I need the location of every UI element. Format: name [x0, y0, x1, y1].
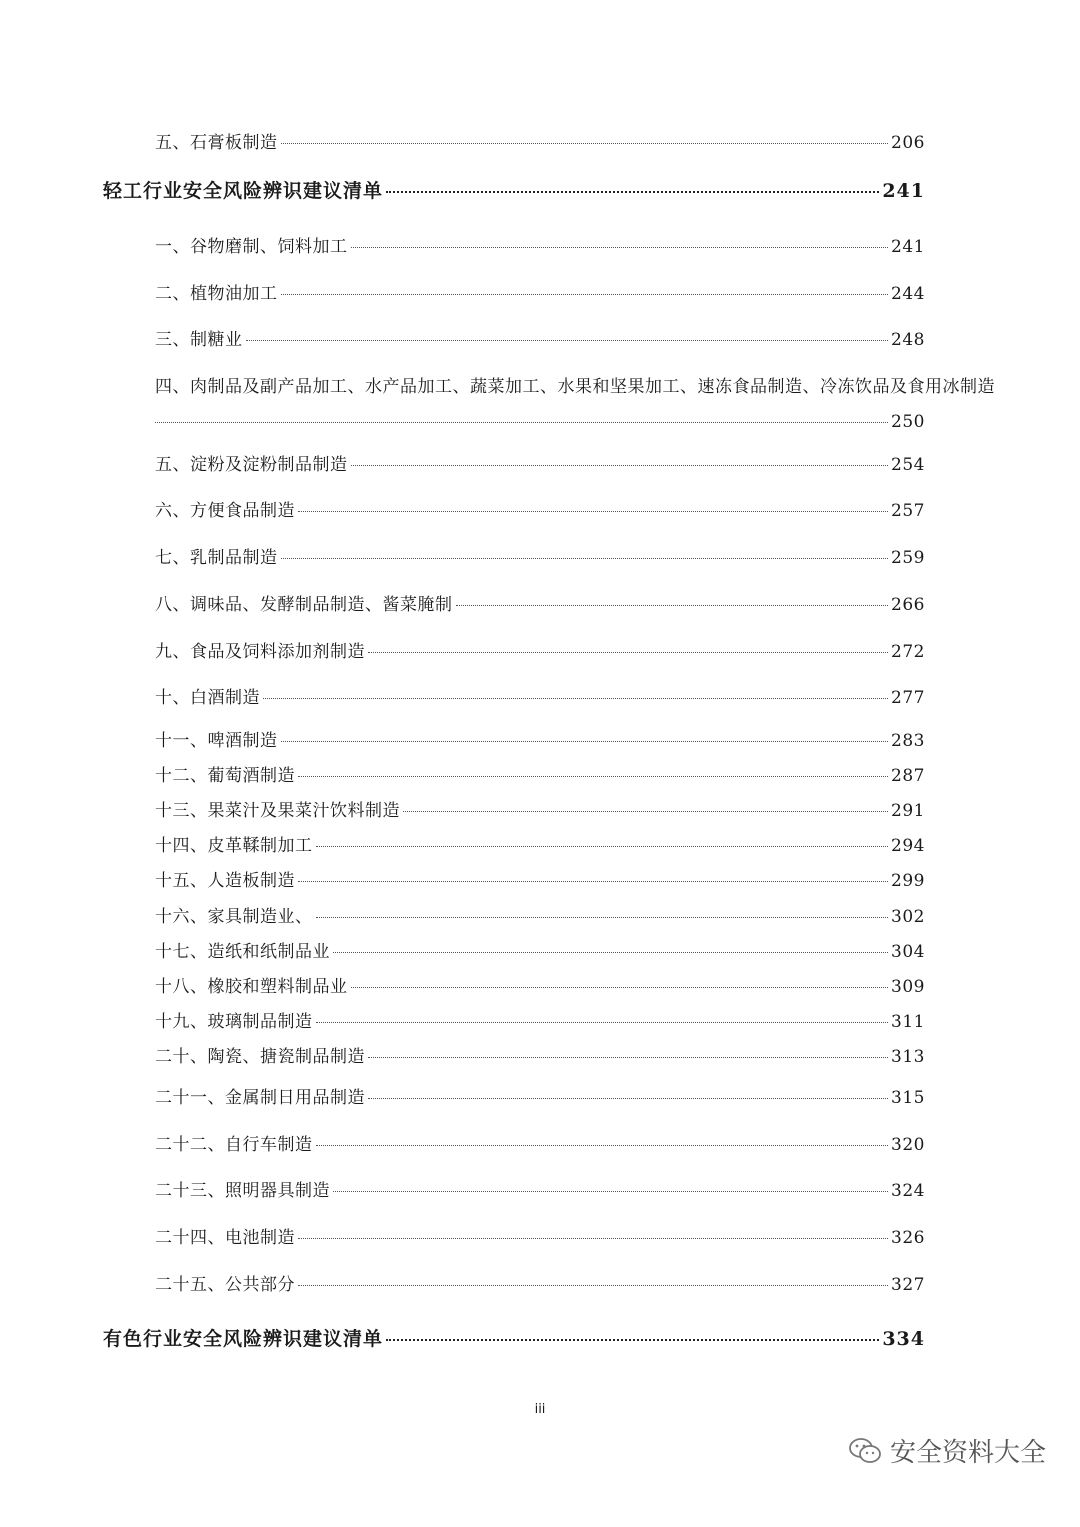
watermark: [848, 1432, 1046, 1469]
toc-leader: [281, 558, 889, 559]
toc-entry-label: 二十、陶瓷、搪瓷制品制造: [155, 1047, 365, 1067]
toc-leader: [368, 652, 888, 653]
toc-leader: [281, 294, 889, 295]
watermark-text: 安全资料大全: [889, 1438, 1046, 1468]
toc-entry-label: 五、淀粉及淀粉制品制造: [155, 455, 348, 475]
toc-entry-page: 257: [891, 501, 925, 521]
toc-entry[interactable]: [155, 761, 925, 786]
toc-entry-label: 十七、造纸和纸制品业: [155, 942, 330, 962]
toc-entry[interactable]: [155, 796, 925, 821]
toc-entry-label: 一、谷物磨制、饲料加工: [155, 237, 348, 257]
toc-entry-page: 244: [891, 284, 925, 304]
toc-entry[interactable]: [155, 1007, 925, 1032]
toc-entry-page: 327: [891, 1275, 925, 1295]
toc-entry-page: 259: [891, 548, 925, 568]
toc-entry-page: 326: [891, 1228, 925, 1248]
toc-entry[interactable]: [155, 1130, 925, 1155]
toc-leader: [298, 511, 888, 512]
toc-leader: [403, 811, 888, 812]
toc-leader: [155, 422, 888, 423]
toc-entry[interactable]: [155, 1042, 925, 1067]
toc-leader: [351, 987, 889, 988]
toc-leader: [298, 1238, 888, 1239]
toc-entry[interactable]: [155, 726, 925, 751]
toc-entry-page: 266: [891, 595, 925, 615]
toc-entry[interactable]: [155, 1223, 925, 1248]
toc-section-heading[interactable]: [103, 1324, 925, 1351]
toc-entry[interactable]: [155, 972, 925, 997]
toc-entry-page: 313: [891, 1047, 925, 1067]
toc-leader: [298, 881, 888, 882]
toc-entry-page: 299: [891, 871, 925, 891]
toc-leader: [246, 340, 889, 341]
toc-leader: [316, 846, 889, 847]
toc-leader: [298, 1285, 888, 1286]
toc-entry-label: 十五、人造板制造: [155, 871, 295, 891]
toc-entry-label: 二十二、自行车制造: [155, 1135, 313, 1155]
toc-entry-label: 七、乳制品制造: [155, 548, 278, 568]
toc-entry-page: 248: [891, 330, 925, 350]
toc-entry-label: 五、石膏板制造: [155, 133, 278, 153]
wechat-icon: [848, 1436, 882, 1466]
toc-entry-page: 287: [891, 766, 925, 786]
toc-entry-label: 十六、家具制造业、: [155, 907, 313, 927]
toc-entry-page: 302: [891, 907, 925, 927]
toc-entry-wrapped-leader[interactable]: [155, 412, 925, 432]
toc-leader: [333, 952, 888, 953]
toc-entry[interactable]: [155, 902, 925, 927]
toc-entry[interactable]: [155, 232, 925, 257]
toc-leader: [263, 698, 888, 699]
toc-leader: [368, 1057, 888, 1058]
toc-leader: [333, 1191, 888, 1192]
toc-entry[interactable]: [155, 325, 925, 350]
toc-entry[interactable]: [155, 683, 925, 708]
toc-entry-page: 272: [891, 642, 925, 662]
toc-entry-label: 六、方便食品制造: [155, 501, 295, 521]
toc-section-label: 轻工行业安全风险辨识建议清单: [103, 180, 384, 202]
toc-entry-page: 304: [891, 942, 925, 962]
toc-leader: [316, 1022, 889, 1023]
toc-section-label: 有色行业安全风险辨识建议清单: [103, 1328, 384, 1350]
toc-leader: [316, 917, 889, 918]
toc-section-heading[interactable]: [103, 176, 925, 203]
toc-entry-label: 十二、葡萄酒制造: [155, 766, 295, 786]
toc-entry-page: 315: [891, 1088, 925, 1108]
toc-entry[interactable]: [155, 637, 925, 662]
toc-entry[interactable]: [155, 831, 925, 856]
toc-entry-page: 241: [891, 237, 925, 257]
toc-entry-label: 二、植物油加工: [155, 284, 278, 304]
toc-entry-label: 十四、皮革鞣制加工: [155, 836, 313, 856]
toc-entry-wrapped-label[interactable]: 四、肉制品及副产品加工、水产品加工、蔬菜加工、水果和坚果加工、速冻食品制造、冷冻饮品及食用冰制造: [155, 377, 995, 397]
toc-entry-label: 八、调味品、发酵制品制造、酱菜腌制: [155, 595, 453, 615]
toc-entry-page: 291: [891, 801, 925, 821]
toc-entry-page: 283: [891, 731, 925, 751]
toc-entry[interactable]: [155, 1176, 925, 1201]
toc-entry-label: 二十一、金属制日用品制造: [155, 1088, 365, 1108]
toc-entry-page: 311: [891, 1012, 925, 1032]
toc-entry-page: 277: [891, 688, 925, 708]
toc-entry-label: 二十五、公共部分: [155, 1275, 295, 1295]
toc-entry-page: 320: [891, 1135, 925, 1155]
toc-entry[interactable]: [155, 1270, 925, 1295]
toc-section-page: 241: [882, 180, 925, 202]
page-number: iii: [534, 1402, 546, 1417]
toc-leader: [281, 741, 889, 742]
toc-entry[interactable]: [155, 937, 925, 962]
toc-entry[interactable]: [155, 1083, 925, 1108]
toc-entry-page: 324: [891, 1181, 925, 1201]
toc-leader: [351, 247, 889, 248]
toc-entry-page: 294: [891, 836, 925, 856]
toc-entry-label: 二十四、电池制造: [155, 1228, 295, 1248]
toc-leader: [316, 1145, 889, 1146]
toc-entry-label: 十九、玻璃制品制造: [155, 1012, 313, 1032]
toc-entry[interactable]: [155, 496, 925, 521]
toc-entry-label: 九、食品及饲料添加剂制造: [155, 642, 365, 662]
toc-section-page: 334: [882, 1328, 925, 1350]
toc-leader: [456, 605, 889, 606]
toc-leader: [368, 1098, 888, 1099]
toc-leader: [386, 1339, 879, 1341]
toc-entry-label: 十一、啤酒制造: [155, 731, 278, 751]
toc-entry-page: 206: [891, 133, 925, 153]
toc-leader: [298, 776, 888, 777]
toc-entry[interactable]: [155, 450, 925, 475]
toc-entry-label: 十、白酒制造: [155, 688, 260, 708]
toc-entry[interactable]: [155, 590, 925, 615]
toc-leader: [386, 191, 879, 193]
toc-entry-label: 十三、果菜汁及果菜汁饮料制造: [155, 801, 400, 821]
toc-entry[interactable]: [155, 279, 925, 304]
toc-entry-page: 254: [891, 455, 925, 475]
toc-leader: [351, 465, 889, 466]
toc-entry[interactable]: [155, 866, 925, 891]
toc-entry-page: 309: [891, 977, 925, 997]
toc-entry[interactable]: [155, 128, 925, 153]
toc-entry-label: 二十三、照明器具制造: [155, 1181, 330, 1201]
toc-entry-label: 三、制糖业: [155, 330, 243, 350]
toc-entry-label: 十八、橡胶和塑料制品业: [155, 977, 348, 997]
toc-leader: [281, 143, 889, 144]
toc-entry[interactable]: [155, 543, 925, 568]
toc-entry-page: 250: [891, 412, 925, 432]
